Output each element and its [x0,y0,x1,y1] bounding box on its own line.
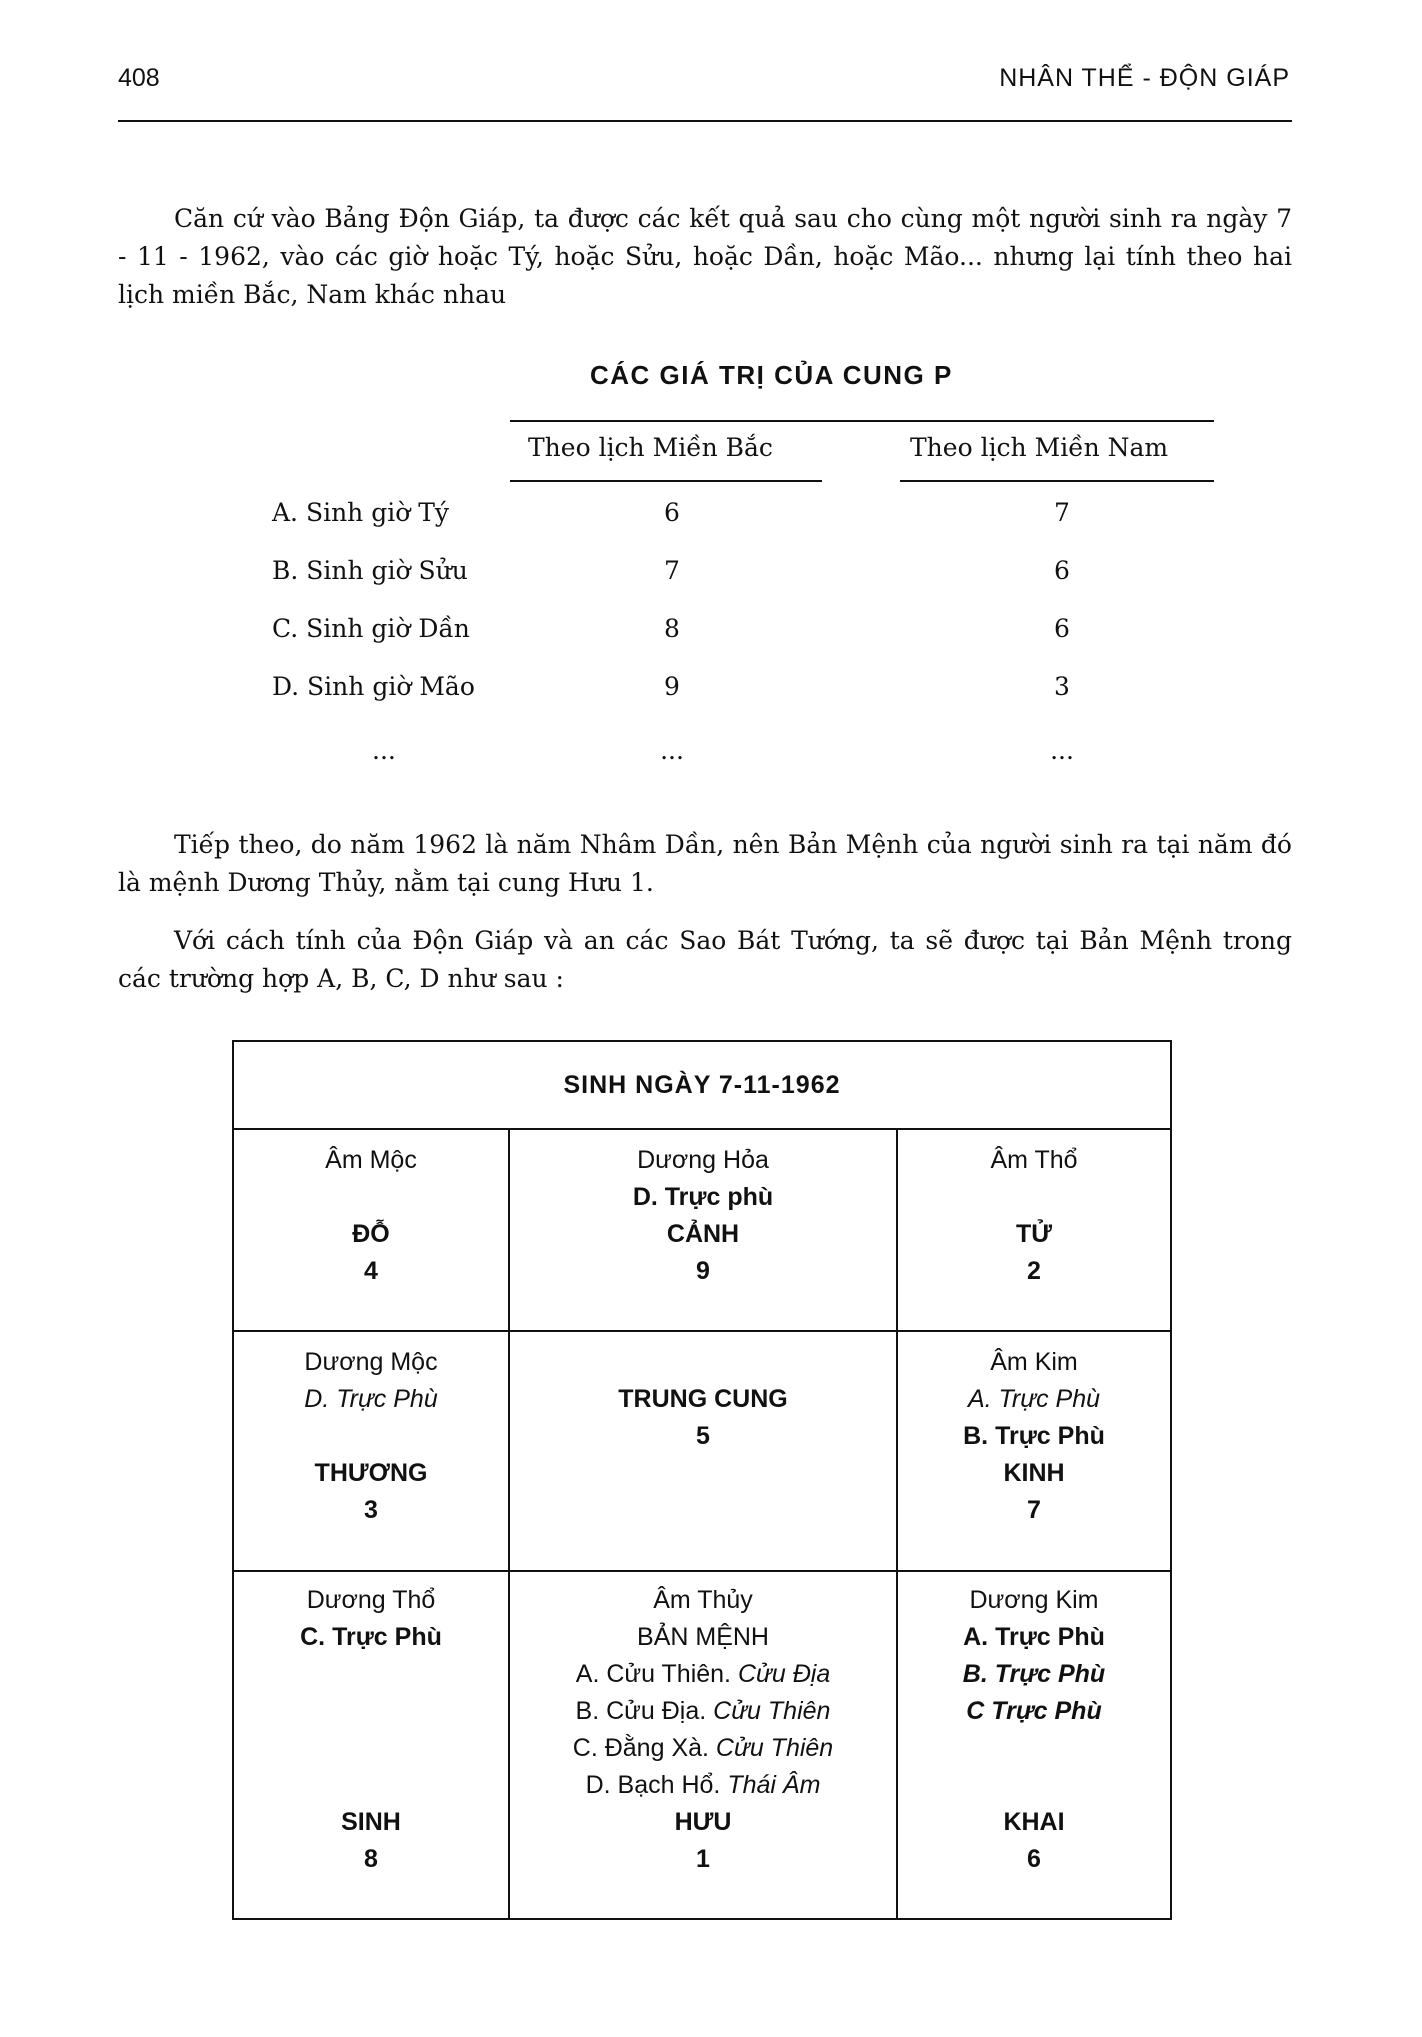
cell-element: Âm Thổ [990,1146,1078,1174]
cell-element: Dương Thổ [306,1586,436,1614]
cell-gate: THƯƠNG [314,1459,428,1487]
grid-table-title: SINH NGÀY 7-11-1962 [234,1042,1170,1130]
row-label: B. Sinh giờ Sửu [272,556,468,585]
cell-number: 8 [364,1845,378,1873]
cell-number: 3 [364,1496,378,1524]
cell-mid-left [234,1344,508,1529]
north-value: 9 [664,672,680,701]
table-row [0,614,1422,654]
cell-element: Dương Kim [969,1586,1099,1614]
cell-bot-left [234,1582,508,1878]
south-value: 6 [1054,556,1070,585]
cell-bot-right [898,1582,1170,1878]
cell-note-c: C Trực Phù [966,1697,1102,1725]
cell-gate: SINH [341,1808,401,1836]
grid-hline-2 [234,1570,1170,1572]
nine-palace-table [232,1040,1172,1920]
cell-element: Âm Thủy [653,1586,753,1614]
table-row [0,736,1422,776]
row-label: A. Sinh giờ Tý [272,498,450,527]
cell-element: Âm Kim [990,1348,1078,1376]
south-value: ... [1050,736,1074,765]
cell-gate: KINH [1003,1459,1065,1487]
cell-note: C. Trực Phù [300,1623,442,1651]
cell-top-left [234,1142,508,1290]
south-value: 6 [1054,614,1070,643]
cell-number: 5 [696,1422,710,1450]
cell-note-b: B. Trực Phù [963,1422,1105,1450]
cell-number: 2 [1027,1257,1041,1285]
grid-hline-1 [234,1330,1170,1332]
table-row [0,556,1422,596]
cell-note: D. Trực Phù [304,1385,438,1413]
cell-line-c: C. Đằng Xà. Cửu Thiên [572,1734,834,1762]
cell-number: 4 [364,1257,378,1285]
cell-mid-right [898,1344,1170,1529]
north-value: 6 [664,498,680,527]
cell-top-right [898,1142,1170,1290]
north-value: 8 [664,614,680,643]
cell-element: Dương Hỏa [637,1146,769,1174]
cell-line-a: A. Cửu Thiên. Cửu Địa [575,1660,831,1688]
values-table-top-rule [510,420,1214,422]
paragraph-3: Với cách tính của Độn Giáp và an các Sao Bát Tướng, ta sẽ được tại Bản Mệnh trong các trường hợp A, B, C, D như sau : [118,926,1292,993]
cell-gate: TỬ [1015,1220,1052,1248]
cell-note-a: A. Trực Phù [967,1385,1101,1413]
cell-bot-center [510,1582,896,1878]
running-title: NHÂN THỂ - ĐỘN GIÁP [999,64,1290,92]
column-header-south-rule [900,480,1214,482]
table-row [0,498,1422,538]
cell-note-b: B. Trực Phù [962,1660,1106,1688]
cell-gate: HƯU [674,1808,732,1836]
values-table-title: CÁC GIÁ TRỊ CỦA CUNG P [590,360,953,390]
south-value: 7 [1054,498,1070,527]
page-number: 408 [118,64,160,92]
cell-mid-center [510,1381,896,1455]
column-header-south: Theo lịch Miền Nam [910,433,1169,462]
south-value: 3 [1054,672,1070,701]
row-label: ... [372,736,396,765]
cell-gate: CẢNH [666,1220,740,1248]
cell-number: 6 [1027,1845,1041,1873]
row-label: C. Sinh giờ Dần [272,614,470,643]
column-header-north-rule [510,480,822,482]
cell-gate: ĐỖ [352,1220,390,1248]
cell-note: D. Trực phù [632,1183,774,1211]
intro-paragraph: Căn cứ vào Bảng Độn Giáp, ta được các kết quả sau cho cùng một người sinh ra ngày 7 - 11 - 1962, vào các giờ hoặc Tý, hoặc Sửu, hoặc Dần, hoặc Mão... nhưng lại tính theo hai lịch miền Bắc, Nam khác nhau [118,204,1292,309]
cell-line-d: D. Bạch Hổ. Thái Âm [585,1771,821,1799]
cell-line-b: B. Cửu Địa. Cửu Thiên [575,1697,831,1725]
cell-gate: KHAI [1003,1808,1065,1836]
cell-number: 7 [1027,1496,1041,1524]
cell-number: 1 [696,1845,710,1873]
cell-gate: TRUNG CUNG [618,1385,788,1413]
table-row [0,672,1422,712]
north-value: ... [660,736,684,765]
cell-top-center [510,1142,896,1290]
cell-subtitle: BẢN MỆNH [637,1623,769,1651]
cell-note-a: A. Trực Phù [963,1623,1105,1651]
row-label: D. Sinh giờ Mão [272,672,475,701]
cell-element: Dương Mộc [304,1348,438,1376]
cell-number: 9 [696,1257,710,1285]
paragraph-2: Tiếp theo, do năm 1962 là năm Nhâm Dần, nên Bản Mệnh của người sinh ra tại năm đó là mệnh Dương Thủy, nằm tại cung Hưu 1. [118,830,1292,897]
north-value: 7 [664,556,680,585]
header-rule [118,120,1292,122]
cell-element: Âm Mộc [325,1146,417,1174]
column-header-north: Theo lịch Miền Bắc [528,433,773,462]
